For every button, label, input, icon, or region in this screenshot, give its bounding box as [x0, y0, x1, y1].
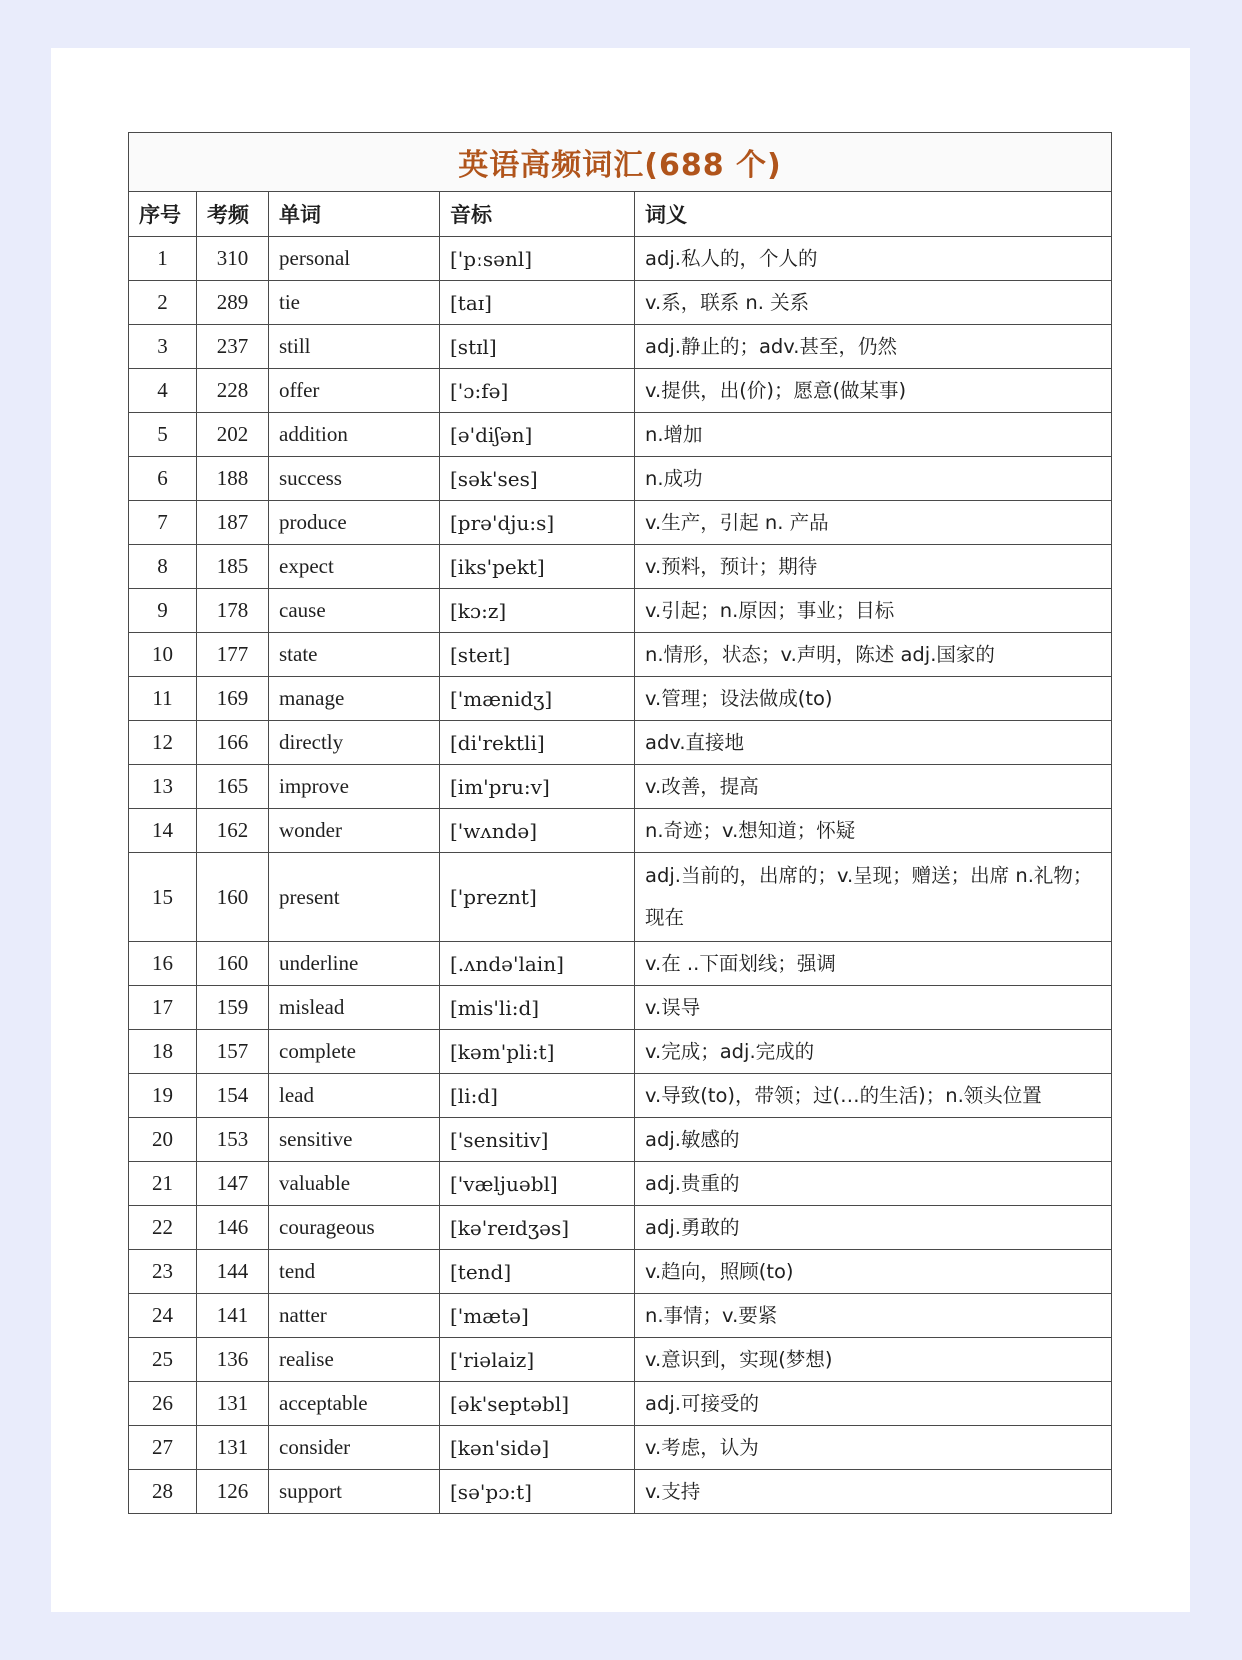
column-header-index: 序号: [129, 192, 197, 237]
row-meaning: adj.贵重的: [635, 1162, 1112, 1206]
row-frequency: 146: [197, 1206, 269, 1250]
row-word: tend: [269, 1250, 440, 1294]
table-row: [129, 1294, 1112, 1338]
table-row: [129, 942, 1112, 986]
table-row: [129, 1074, 1112, 1118]
row-word: still: [269, 325, 440, 369]
row-meaning: n.奇迹；v.想知道；怀疑: [635, 809, 1112, 853]
row-frequency: 165: [197, 765, 269, 809]
row-frequency: 185: [197, 545, 269, 589]
row-word: personal: [269, 237, 440, 281]
row-word: manage: [269, 677, 440, 721]
table-row: [129, 237, 1112, 281]
row-phonetic: [prə'dju:s]: [440, 501, 635, 545]
row-index: 8: [129, 545, 197, 589]
row-phonetic: [sə'pɔ:t]: [440, 1470, 635, 1514]
row-frequency: 202: [197, 413, 269, 457]
table-row: [129, 1250, 1112, 1294]
row-meaning: v.支持: [635, 1470, 1112, 1514]
row-word: offer: [269, 369, 440, 413]
row-phonetic: ['riəlaiz]: [440, 1338, 635, 1382]
row-index: 3: [129, 325, 197, 369]
row-frequency: 188: [197, 457, 269, 501]
row-frequency: 136: [197, 1338, 269, 1382]
row-meaning: v.意识到，实现(梦想): [635, 1338, 1112, 1382]
table-row: [129, 677, 1112, 721]
table-row: [129, 457, 1112, 501]
row-phonetic: [stɪl]: [440, 325, 635, 369]
table-row: [129, 413, 1112, 457]
row-word: wonder: [269, 809, 440, 853]
row-word: realise: [269, 1338, 440, 1382]
row-phonetic: [sək'ses]: [440, 457, 635, 501]
row-frequency: 187: [197, 501, 269, 545]
row-phonetic: [iks'pekt]: [440, 545, 635, 589]
row-word: expect: [269, 545, 440, 589]
header-row: [129, 192, 1112, 237]
row-word: sensitive: [269, 1118, 440, 1162]
table-row: [129, 589, 1112, 633]
table-row: [129, 1338, 1112, 1382]
row-word: tie: [269, 281, 440, 325]
row-index: 12: [129, 721, 197, 765]
row-meaning: v.考虑，认为: [635, 1426, 1112, 1470]
table-title-cell: [129, 133, 1112, 192]
row-index: 7: [129, 501, 197, 545]
row-frequency: 178: [197, 589, 269, 633]
row-word: present: [269, 853, 440, 942]
row-phonetic: [di'rektli]: [440, 721, 635, 765]
row-meaning: adj.敏感的: [635, 1118, 1112, 1162]
row-index: 5: [129, 413, 197, 457]
row-index: 4: [129, 369, 197, 413]
row-phonetic: ['wʌndə]: [440, 809, 635, 853]
table-row: [129, 1382, 1112, 1426]
row-meaning: adj.勇敢的: [635, 1206, 1112, 1250]
row-word: produce: [269, 501, 440, 545]
row-index: 28: [129, 1470, 197, 1514]
row-frequency: 160: [197, 942, 269, 986]
row-index: 13: [129, 765, 197, 809]
column-header-phonetic: 音标: [440, 192, 635, 237]
row-meaning: v.预料，预计；期待: [635, 545, 1112, 589]
row-frequency: 141: [197, 1294, 269, 1338]
table-row: [129, 281, 1112, 325]
row-phonetic: [mis'li:d]: [440, 986, 635, 1030]
row-frequency: 147: [197, 1162, 269, 1206]
row-phonetic: [ək'septəbl]: [440, 1382, 635, 1426]
row-index: 11: [129, 677, 197, 721]
row-index: 27: [129, 1426, 197, 1470]
row-word: addition: [269, 413, 440, 457]
row-frequency: 228: [197, 369, 269, 413]
row-meaning: v.完成；adj.完成的: [635, 1030, 1112, 1074]
table-row: [129, 1030, 1112, 1074]
row-index: 1: [129, 237, 197, 281]
row-frequency: 126: [197, 1470, 269, 1514]
row-meaning: v.在 ..下面划线；强调: [635, 942, 1112, 986]
row-meaning: v.系，联系 n. 关系: [635, 281, 1112, 325]
row-word: courageous: [269, 1206, 440, 1250]
table-row: [129, 1118, 1112, 1162]
row-meaning: n.成功: [635, 457, 1112, 501]
table-row: [129, 1470, 1112, 1514]
row-phonetic: [steɪt]: [440, 633, 635, 677]
row-index: 2: [129, 281, 197, 325]
table-row: [129, 721, 1112, 765]
row-index: 21: [129, 1162, 197, 1206]
row-phonetic: [.ʌndə'lain]: [440, 942, 635, 986]
row-meaning: adj.当前的，出席的；v.呈现；赠送；出席 n.礼物；现在: [635, 853, 1112, 942]
row-index: 22: [129, 1206, 197, 1250]
table-row: [129, 986, 1112, 1030]
row-word: valuable: [269, 1162, 440, 1206]
table-row: [129, 325, 1112, 369]
row-frequency: 237: [197, 325, 269, 369]
row-frequency: 166: [197, 721, 269, 765]
row-meaning: v.误导: [635, 986, 1112, 1030]
row-phonetic: [kən'sidə]: [440, 1426, 635, 1470]
row-phonetic: [kəm'pli:t]: [440, 1030, 635, 1074]
row-word: directly: [269, 721, 440, 765]
row-index: 24: [129, 1294, 197, 1338]
table-title: 英语高频词汇(688 个): [458, 148, 782, 183]
row-frequency: 310: [197, 237, 269, 281]
row-index: 23: [129, 1250, 197, 1294]
row-phonetic: ['mætə]: [440, 1294, 635, 1338]
table-row: [129, 545, 1112, 589]
row-meaning: n.增加: [635, 413, 1112, 457]
row-phonetic: ['preznt]: [440, 853, 635, 942]
row-frequency: 160: [197, 853, 269, 942]
row-meaning: v.趋向，照顾(to): [635, 1250, 1112, 1294]
row-phonetic: ['ɔ:fə]: [440, 369, 635, 413]
row-word: mislead: [269, 986, 440, 1030]
row-phonetic: [im'pru:v]: [440, 765, 635, 809]
row-index: 14: [129, 809, 197, 853]
row-phonetic: [li:d]: [440, 1074, 635, 1118]
table-row: [129, 633, 1112, 677]
row-index: 26: [129, 1382, 197, 1426]
row-index: 15: [129, 853, 197, 942]
row-meaning: n.情形，状态；v.声明，陈述 adj.国家的: [635, 633, 1112, 677]
row-meaning: adj.静止的；adv.甚至，仍然: [635, 325, 1112, 369]
row-phonetic: [tend]: [440, 1250, 635, 1294]
row-frequency: 157: [197, 1030, 269, 1074]
row-phonetic: ['sensitiv]: [440, 1118, 635, 1162]
row-frequency: 154: [197, 1074, 269, 1118]
row-frequency: 162: [197, 809, 269, 853]
row-index: 18: [129, 1030, 197, 1074]
row-word: lead: [269, 1074, 440, 1118]
row-index: 6: [129, 457, 197, 501]
row-word: underline: [269, 942, 440, 986]
row-meaning: adv.直接地: [635, 721, 1112, 765]
row-word: acceptable: [269, 1382, 440, 1426]
row-phonetic: ['mænidʒ]: [440, 677, 635, 721]
table-row: [129, 369, 1112, 413]
row-meaning: v.管理；设法做成(to): [635, 677, 1112, 721]
table-row: [129, 1426, 1112, 1470]
row-index: 17: [129, 986, 197, 1030]
row-frequency: 159: [197, 986, 269, 1030]
row-frequency: 289: [197, 281, 269, 325]
row-meaning: adj.私人的，个人的: [635, 237, 1112, 281]
row-frequency: 177: [197, 633, 269, 677]
row-frequency: 169: [197, 677, 269, 721]
row-meaning: v.引起；n.原因；事业；目标: [635, 589, 1112, 633]
row-word: complete: [269, 1030, 440, 1074]
row-index: 20: [129, 1118, 197, 1162]
table-row: [129, 853, 1112, 942]
row-frequency: 131: [197, 1382, 269, 1426]
table-body: [129, 237, 1112, 1514]
row-index: 16: [129, 942, 197, 986]
document-sheet: [51, 48, 1190, 1612]
row-index: 10: [129, 633, 197, 677]
vocabulary-table: [128, 132, 1112, 1514]
row-frequency: 144: [197, 1250, 269, 1294]
row-phonetic: [kə'reɪdʒəs]: [440, 1206, 635, 1250]
row-word: success: [269, 457, 440, 501]
row-phonetic: ['pːsənl]: [440, 237, 635, 281]
row-index: 9: [129, 589, 197, 633]
row-meaning: adj.可接受的: [635, 1382, 1112, 1426]
table-row: [129, 1162, 1112, 1206]
row-index: 19: [129, 1074, 197, 1118]
column-header-meaning: 词义: [635, 192, 1112, 237]
column-header-word: 单词: [269, 192, 440, 237]
table-row: [129, 501, 1112, 545]
row-meaning: v.导致(to)，带领；过(…的生活)；n.领头位置: [635, 1074, 1112, 1118]
column-header-frequency: 考频: [197, 192, 269, 237]
row-word: improve: [269, 765, 440, 809]
row-frequency: 153: [197, 1118, 269, 1162]
row-word: consider: [269, 1426, 440, 1470]
row-meaning: n.事情；v.要紧: [635, 1294, 1112, 1338]
row-phonetic: ['væljuəbl]: [440, 1162, 635, 1206]
row-phonetic: [taɪ]: [440, 281, 635, 325]
row-meaning: v.生产，引起 n. 产品: [635, 501, 1112, 545]
row-word: support: [269, 1470, 440, 1514]
table-row: [129, 809, 1112, 853]
table-row: [129, 765, 1112, 809]
row-frequency: 131: [197, 1426, 269, 1470]
row-word: cause: [269, 589, 440, 633]
row-meaning: v.提供，出(价)；愿意(做某事): [635, 369, 1112, 413]
row-word: state: [269, 633, 440, 677]
row-phonetic: [ə'diʃən]: [440, 413, 635, 457]
row-word: natter: [269, 1294, 440, 1338]
table-row: [129, 1206, 1112, 1250]
row-index: 25: [129, 1338, 197, 1382]
row-meaning: v.改善，提高: [635, 765, 1112, 809]
row-phonetic: [kɔ:z]: [440, 589, 635, 633]
